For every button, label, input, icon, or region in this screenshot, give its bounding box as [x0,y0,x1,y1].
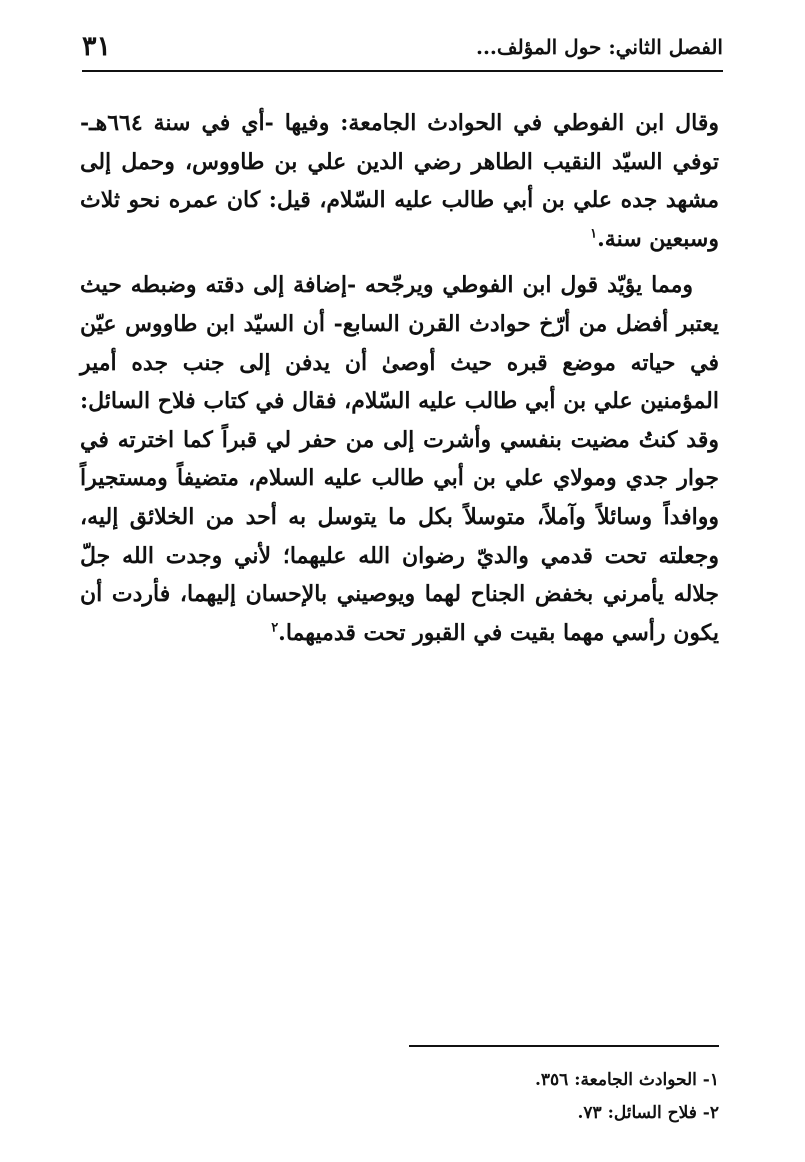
body-text [80,104,719,652]
running-head: الفصل الثاني: حول المؤلف... [475,35,723,59]
page-number: ٣١ [82,31,112,62]
paragraph-2 [80,266,719,652]
footnote-ref-1: ١ [590,226,598,242]
footnote-ref-2: ٢ [271,620,279,636]
footnote-1: ١- الحوادث الجامعة: ٣٥٦. [535,1070,719,1090]
footnote-2: ٢- فلاح السائل: ٧٣. [577,1103,719,1123]
paragraph-1-text: وقال ابن الفوطي في الحوادث الجامعة: وفيها -أي في سنة ٦٦٤هـ- توفي السيّد النقيب الطاهر رضي الدين علي بن طاووس، وحمل إلى مشهد جده علي بن أبي طالب عليه السّلام، قيل: كان عمره نحو ثلاث وسبعين سنة. [80,110,719,252]
paragraph-1 [80,104,719,258]
paragraph-2-text: ومما يؤيّد قول ابن الفوطي ويرجّحه -إضافة إلى دقته وضبطه حيث يعتبر أفضل من أرّخ حوادث القرن السابع- أن السيّد ابن طاووس عيّن في حياته موضع قبره حيث أوصىٰ أن يدفن إلى جنب جده أمير المؤمنين علي بن أبي طالب عليه السّلام، فقال في كتاب فلاح السائل: وقد كنتُ مضيت بنفسي وأشرت إلى من حفر لي قبراً كما اخترته في جوار جدي ومولاي علي بن أبي طالب عليه السلام، متضيفاً ومستجيراً ووافداً وسائلاً وآملاً، متوسلاً بكل ما يتوسل به أحد من الخلائق إليه، وجعلته تحت قدمي والديّ رضوان الله عليهما؛ لأني وجدت الله جلّ جلاله يأمرني بخفض الجناح لهما ويوصيني بالإحسان إليهما، فأردت أن يكون رأسي مهما بقيت في القبور تحت قدميهما. [80,272,719,646]
header-rule [82,70,723,72]
footnotes [300,1064,719,1130]
footnote-rule [409,1045,719,1047]
page-header [82,30,723,70]
